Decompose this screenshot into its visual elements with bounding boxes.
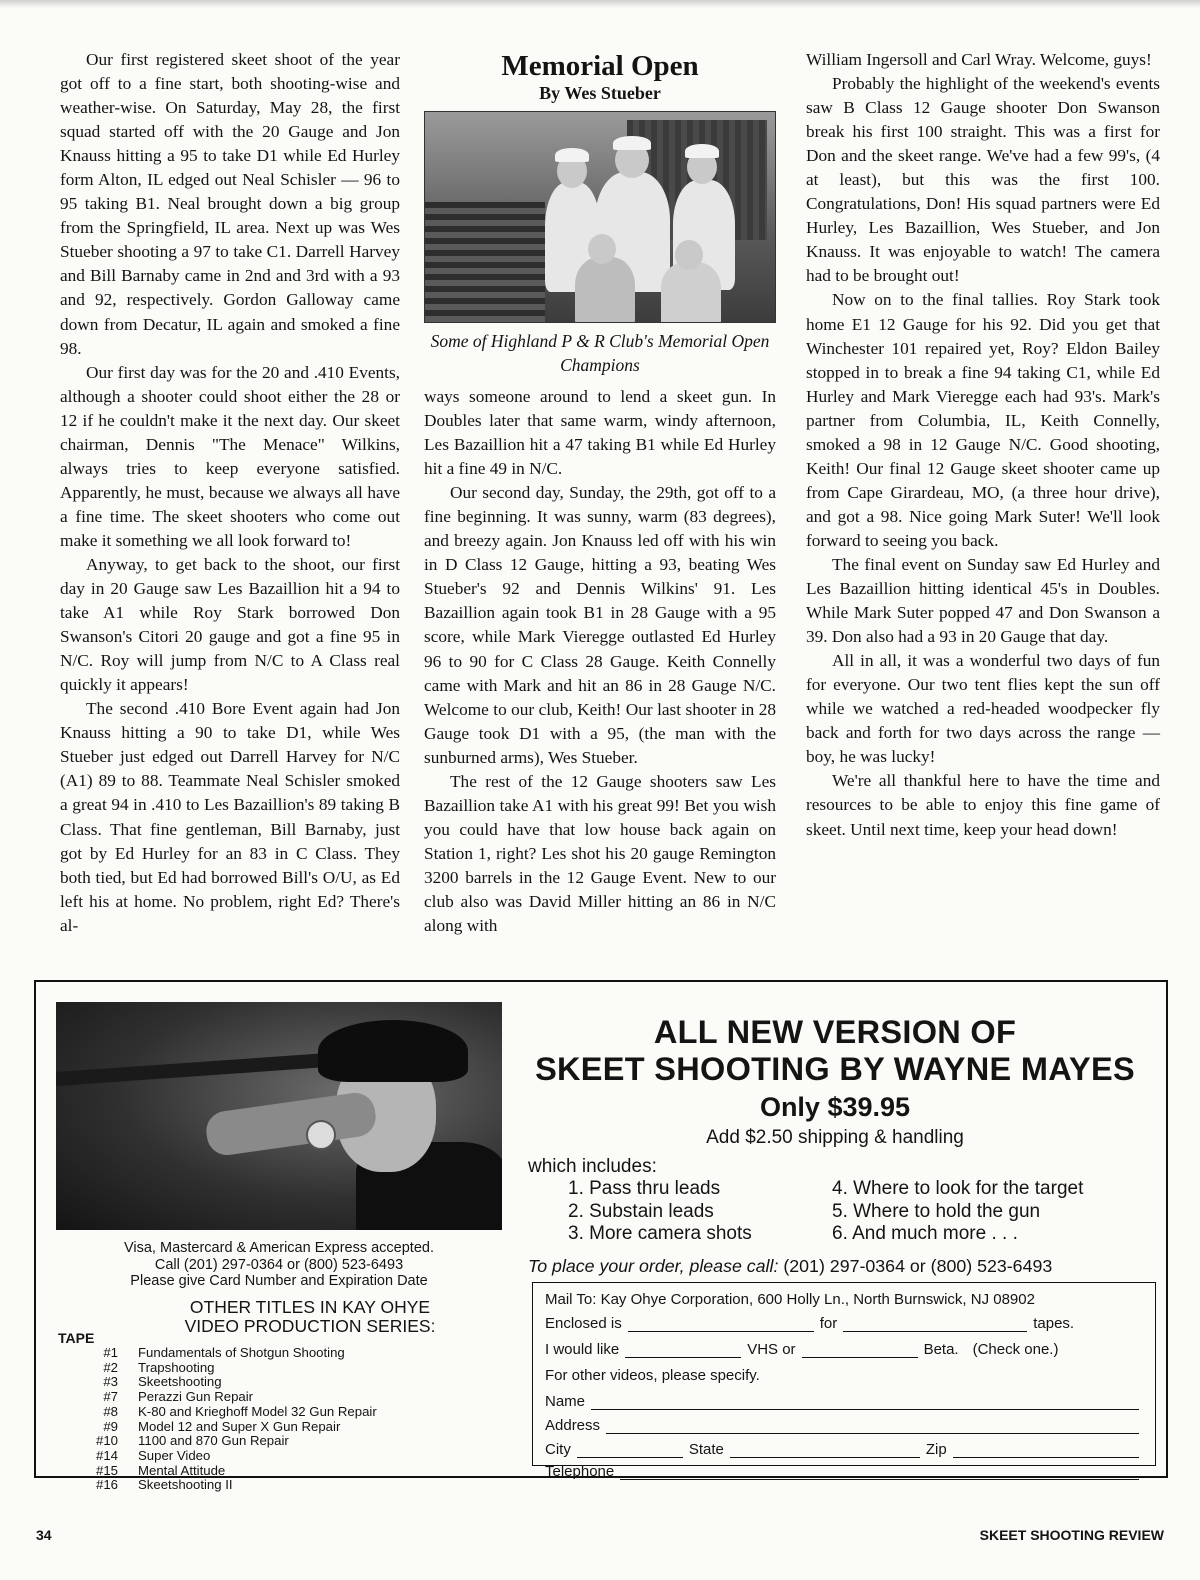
tape-list xyxy=(58,1346,377,1493)
mail-to-row xyxy=(545,1291,1145,1308)
address-field[interactable] xyxy=(606,1419,1139,1434)
beta-field[interactable] xyxy=(802,1343,918,1358)
tape-title: Model 12 and Super X Gun Repair xyxy=(138,1418,341,1434)
article-paragraph: The second .410 Bore Event again had Jon Knauss hitting a 90 to take D1, while Wes Stueber just edged out Darrell Harvey for N/C (A1) 89 to 88. Teammate Neal Schisler smoked a great 94 in .410 to Les Bazaillion's 89 taking B Class. That fine gentleman, Bill Barnaby, just got by Ed Hurley for an 83 in C Class. They both tied, but Ed had borrowed Bill's O/U, as Ed left his at home. No problem, right Ed? There's al- xyxy=(60,699,400,935)
article-paragraph: William Ingersoll and Carl Wray. Welcome, guys! xyxy=(806,50,1152,69)
order-form xyxy=(532,1282,1156,1480)
tape-list-item xyxy=(58,1449,377,1464)
city-label: City xyxy=(545,1441,571,1458)
telephone-row xyxy=(545,1463,1145,1480)
tape-number: #8 xyxy=(103,1403,118,1419)
photo-person-cap xyxy=(555,148,589,162)
headline-line: SKEET SHOOTING BY WAYNE MAYES xyxy=(535,1051,1135,1087)
article-paragraph: Now on to the final tallies. Roy Stark took home E1 12 Gauge for his 92. Did you get that Winchester 101 repaired yet, Roy? Eldon Bailey stopped in to break a fine 94 taking C1, while Ed Hurley and Mark Vieregge each had 93's. Mark's partner from Columbia, IL, Keith Connelly, smoked a 98 in 12 Gauge N/C. Good shooting, Keith! Our final 12 Gauge skeet shooter came up from Cape Girardeau, MO, (a three hour drive), and got a 98. Nice going Mark Suter! We'll look forward to seeing you back. xyxy=(806,290,1160,550)
article-column-1 xyxy=(60,48,400,938)
tape-number: #7 xyxy=(103,1389,118,1405)
shipping-note: Add $2.50 shipping & handling xyxy=(706,1127,964,1148)
article-paragraph: Our second day, Sunday, the 29th, got off to a fine beginning. It was sunny, warm (83 degrees), and breezy again. Jon Knauss led off with his win in D Class 12 Gauge, hitting a 93, beating Wes Stueber's 92 and Dennis Wilkins' 91. Les Bazaillion again took B1 in 28 Gauge with a 95 score, while Mark Vieregge outlasted Ed Hurley 96 to 90 for C Class 28 Gauge. Keith Connelly came with Mark and hit an 86 in 28 Gauge N/C. Welcome to our club, Keith! Our last shooter in 28 Gauge took D1 with a 95, (the man with the sunburned arms), Wes Stueber. xyxy=(424,483,776,767)
publication-name: SKEET SHOOTING REVIEW xyxy=(979,1527,1164,1543)
shooter-photo xyxy=(56,1002,502,1230)
telephone-field[interactable] xyxy=(620,1465,1139,1480)
order-label: To place your order, please call: xyxy=(528,1256,779,1276)
article-column-2 xyxy=(424,50,776,938)
enclosed-amount-field[interactable] xyxy=(628,1317,814,1332)
payment-line: Please give Card Number and Expiration Date xyxy=(130,1273,428,1289)
photo-caption: Some of Highland P & R Club's Memorial Open Champions xyxy=(430,331,770,375)
address-row xyxy=(545,1417,1145,1434)
article-paragraph: Our first day was for the 20 and .410 Events, although a shooter could shoot either the 28 or 12 if he couldn't make it the next day. Our skeet chairman, Dennis "The Menace" Wilkins, always tries to keep everyone satisfied. Apparently, he must, because we always all have a fine time. The skeet shooters who come out make it something we all look forward to! xyxy=(60,362,400,550)
photo-stairs xyxy=(425,202,545,322)
tape-title: Trapshooting xyxy=(138,1359,215,1375)
features-list-left xyxy=(568,1178,752,1246)
feature-item: 6. And much more . . . xyxy=(832,1223,1018,1244)
tape-number: #16 xyxy=(95,1477,118,1493)
tape-number: #2 xyxy=(103,1359,118,1375)
enclosed-row xyxy=(545,1315,1145,1332)
feature-item: 2. Substain leads xyxy=(568,1200,714,1222)
tape-list-item xyxy=(58,1390,377,1405)
price: Only $39.95 xyxy=(759,1092,911,1122)
order-phones: (201) 297-0364 or (800) 523-6493 xyxy=(783,1256,1053,1276)
tape-number: #14 xyxy=(95,1447,118,1463)
tape-title: Perazzi Gun Repair xyxy=(138,1389,254,1405)
article-title: Memorial Open xyxy=(501,50,699,82)
photo-person-cap xyxy=(613,136,651,150)
champions-photo xyxy=(424,111,776,323)
tape-list-item xyxy=(58,1405,377,1420)
features-list-right xyxy=(832,1178,1083,1246)
state-field[interactable] xyxy=(730,1443,920,1458)
article-paragraph: We're all thankful here to have the time and resources to be able to enjoy this fine game of skeet. Until next time, keep your head down! xyxy=(806,771,1160,839)
photo-person xyxy=(575,257,635,323)
wristwatch xyxy=(306,1120,336,1150)
tape-list-item xyxy=(58,1361,377,1376)
feature-item: 5. Where to hold the gun xyxy=(832,1200,1041,1222)
other-titles-heading xyxy=(120,1298,500,1336)
tape-title: Skeetshooting xyxy=(138,1374,222,1390)
tape-title: 1100 and 870 Gun Repair xyxy=(138,1433,289,1449)
video-advertisement xyxy=(34,980,1168,1493)
would-like-label: I would like xyxy=(545,1341,620,1358)
shooter-cap xyxy=(318,1020,468,1082)
tape-number: #1 xyxy=(103,1345,118,1360)
check-one-note: (Check one.) xyxy=(972,1341,1059,1358)
tape-count-field[interactable] xyxy=(843,1317,1027,1332)
city-row xyxy=(545,1441,1145,1458)
order-line xyxy=(528,1256,1160,1277)
article-paragraph: Our first registered skeet shoot of the year got off to a fine start, both shooting-wise and weather-wise. On Saturday, May 28, the first squad started off with the 20 Gauge and Jon Knauss hitting a 95 to take D1 while Ed Hurley form Alton, IL edged out Neal Schisler — 96 to 95 taking B1. Neal brought down a big group from the Springfield, IL area. Next up was Wes Stueber shooting a 97 to take C1. Darrell Harvey and Bill Barnaby came in 2nd and 3rd with a 93 and 92, respectively. Gordon Galloway came down from Decatur, IL again and smoked a fine 98. xyxy=(60,50,400,358)
state-label: State xyxy=(688,1441,724,1458)
tape-number: #10 xyxy=(95,1433,118,1449)
vhs-label: VHS or xyxy=(747,1341,796,1358)
feature-item: 1. Pass thru leads xyxy=(568,1178,721,1199)
beta-label: Beta. xyxy=(923,1341,959,1358)
zip-label: Zip xyxy=(925,1441,947,1458)
city-field[interactable] xyxy=(577,1443,683,1458)
shotgun-shape xyxy=(56,1051,356,1086)
tape-list-item xyxy=(58,1478,377,1493)
name-row xyxy=(545,1393,1145,1410)
other-titles-line: OTHER TITLES IN KAY OHYE xyxy=(189,1297,431,1317)
format-row xyxy=(545,1341,1145,1358)
tape-list-item xyxy=(58,1375,377,1390)
payment-info xyxy=(56,1240,502,1290)
name-label: Name xyxy=(545,1393,586,1410)
mail-to-address: Mail To: Kay Ohye Corporation, 600 Holly Ln., North Burnswick, NJ 08902 xyxy=(545,1291,1035,1308)
tapes-label: tapes. xyxy=(1033,1315,1075,1332)
other-videos-label: For other videos, please specify. xyxy=(545,1367,760,1384)
tape-list-item xyxy=(58,1434,377,1449)
payment-line: Call (201) 297-0364 or (800) 523-6493 xyxy=(154,1256,404,1273)
tape-number: #15 xyxy=(95,1462,118,1478)
photo-person-cap xyxy=(685,144,719,158)
vhs-field[interactable] xyxy=(625,1343,741,1358)
headline-line: ALL NEW VERSION OF xyxy=(653,1014,1017,1050)
other-videos-row xyxy=(545,1367,1145,1384)
photo-person-head xyxy=(588,234,616,264)
photo-person xyxy=(661,262,721,323)
tape-number: #9 xyxy=(103,1418,118,1434)
ad-headline xyxy=(516,1014,1154,1088)
tape-number: #3 xyxy=(103,1374,118,1390)
enclosed-label: Enclosed is xyxy=(545,1315,622,1332)
tape-list-item xyxy=(58,1346,377,1361)
tape-title: K-80 and Krieghoff Model 32 Gun Repair xyxy=(138,1403,377,1419)
article-column-3 xyxy=(806,48,1160,842)
article-paragraph: The rest of the 12 Gauge shooters saw Les Bazaillion take A1 with his great 99! Bet you wish you could have that low house back again on Station 1, right? Les shot his 20 gauge Remington 3200 barrels in the 12 Gauge Event. New to our club also was David Miller hitting an 86 in N/C along with xyxy=(424,771,776,936)
feature-item: 3. More camera shots xyxy=(568,1223,752,1244)
article-paragraph: The final event on Sunday saw Ed Hurley and Les Bazaillion hitting identical 45's in Doubles. While Mark Suter popped 47 and Don Swanson a 39. Don also had a 93 in 20 Gauge that day. xyxy=(806,554,1160,647)
top-scan-edge xyxy=(0,0,1200,8)
includes-label: which includes: xyxy=(528,1156,657,1177)
tape-title: Skeetshooting II xyxy=(138,1477,233,1493)
tape-column-label: TAPE xyxy=(58,1330,95,1346)
feature-item: 4. Where to look for the target xyxy=(832,1178,1084,1199)
tape-title: Fundamentals of Shotgun Shooting xyxy=(138,1345,345,1360)
telephone-label: Telephone xyxy=(545,1463,615,1480)
tape-title: Mental Attitude xyxy=(138,1462,226,1478)
address-label: Address xyxy=(545,1417,601,1434)
article-paragraph: Anyway, to get back to the shoot, our first day in 20 Gauge saw Les Bazaillion hit a 94 to take A1 while Roy Stark borrowed Don Swanson's Citori 20 gauge and got a fine 95 in N/C. Roy will jump from N/C to A Class real quickly it appears! xyxy=(60,554,400,695)
zip-field[interactable] xyxy=(953,1443,1139,1458)
for-label: for xyxy=(819,1315,838,1332)
page-number: 34 xyxy=(36,1527,52,1543)
other-titles-line: VIDEO PRODUCTION SERIES: xyxy=(184,1316,436,1336)
tape-list-item xyxy=(58,1464,377,1479)
name-field[interactable] xyxy=(591,1395,1139,1410)
article-paragraph: ways someone around to lend a skeet gun. In Doubles later that same warm, windy afternoon, Les Bazaillion hit a 47 taking B1 while Ed Hurley hit a fine 49 in N/C. xyxy=(424,387,776,479)
photo-person-head xyxy=(675,240,703,270)
article-paragraph: All in all, it was a wonderful two days of fun for everyone. Our two tent flies kept the sun off while we watched a red-headed woodpecker fly back and forth for two days across the range — boy, he was lucky! xyxy=(806,651,1160,767)
article-paragraph: Probably the highlight of the weekend's events saw B Class 12 Gauge shooter Don Swanson break his first 100 straight. This was a first for Don and the skeet range. We've had a few 99's, (4 at least), but this was the first 100. Congratulations, Don! His squad partners were Ed Hurley, Les Bazaillion, Wes Stueber, and Jon Knauss. It was enjoyable to watch! The camera had to be brought out! xyxy=(806,74,1160,286)
payment-line: Visa, Mastercard & American Express accepted. xyxy=(123,1240,434,1256)
tape-title: Super Video xyxy=(138,1447,211,1463)
tape-list-item xyxy=(58,1420,377,1435)
article-byline: By Wes Stueber xyxy=(539,83,661,103)
